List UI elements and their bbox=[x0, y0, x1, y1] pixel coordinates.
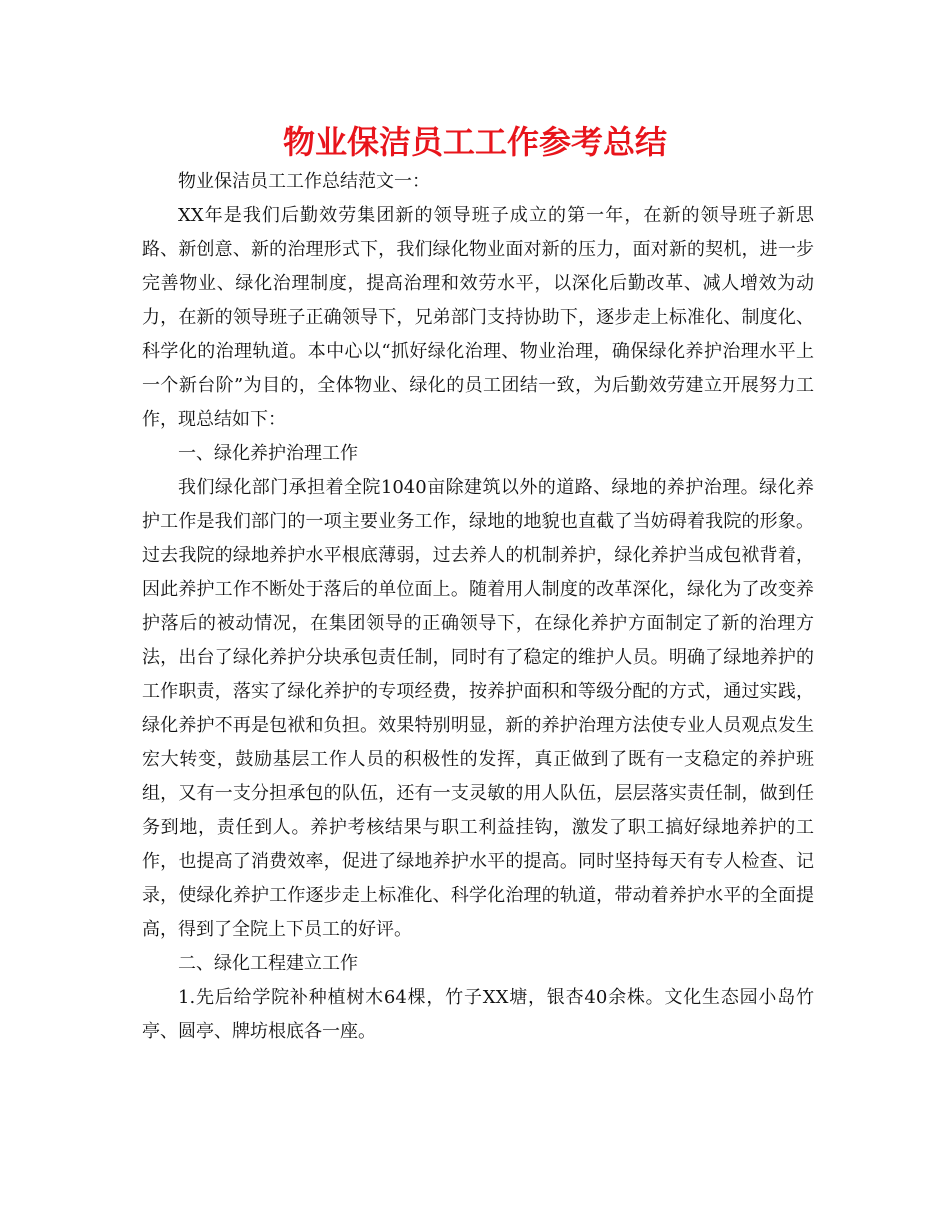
greening-maintenance-paragraph: 我们绿化部门承担着全院1040亩除建筑以外的道路、绿地的养护治理。绿化养护工作是我们部门的一项主要业务工作，绿地的地貌也直截了当妨碍着我院的形象。过去我院的绿地养护水平根底薄弱，过去养人的机制养护，绿化养护当成包袱背着，因此养护工作不断处于落后的单位面上。随着用人制度的改革深化，绿化为了改变养护落后的被动情况，在集团领导的正确领导下，在绿化养护方面制定了新的治理方法，出台了绿化养护分块承包责任制，同时有了稳定的维护人员。明确了绿地养护的工作职责，落实了绿化养护的专项经费，按养护面积和等级分配的方式，通过实践，绿化养护不再是包袱和负担。效果特别明显，新的养护治理方法使专业人员观点发生宏大转变，鼓励基层工作人员的积极性的发挥，真正做到了既有一支稳定的养护班组，又有一支分担承包的队伍，还有一支灵敏的用人队伍，层层落实责任制，做到任务到地，责任到人。养护考核结果与职工利益挂钩，激发了职工搞好绿地养护的工作，也提高了消费效率，促进了绿地养护水平的提高。同时坚持每天有专人检查、记录，使绿化养护工作逐步走上标准化、科学化治理的轨道，带动着养护水平的全面提高，得到了全院上下员工的好评。 bbox=[142, 477, 814, 940]
document-title: 物业保洁员工工作参考总结 bbox=[282, 123, 667, 161]
section-heading-greening-maintenance: 一、绿化养护治理工作 bbox=[178, 443, 358, 464]
overview-paragraph: XX年是我们后勤效劳集团新的领导班子成立的第一年，在新的领导班子新思路、新创意、新的治理形式下，我们绿化物业面对新的压力，面对新的契机，进一步完善物业、绿化治理制度，提高治理和效劳水平，以深化后勤改革、减人增效为动力，在新的领导班子正确领导下，兄弟部门支持协助下，逐步走上标准化、制度化、科学化的治理轨道。本中心以“抓好绿化治理、物业治理，确保绿化养护治理水平上一个新台阶”为目的，全体物业、绿化的员工团结一致，为后勤效劳建立开展努力工作，现总结如下： bbox=[142, 205, 814, 430]
intro-line: 物业保洁员工工作总结范文一： bbox=[178, 171, 430, 192]
document-body bbox=[142, 165, 814, 1049]
greening-projects-item-1: 1.先后给学院补种植树木64棵，竹子XX塘，银杏40余株。文化生态园小岛竹亭、圆亭、牌坊根底各一座。 bbox=[142, 987, 814, 1042]
section-heading-greening-projects: 二、绿化工程建立工作 bbox=[178, 953, 358, 974]
